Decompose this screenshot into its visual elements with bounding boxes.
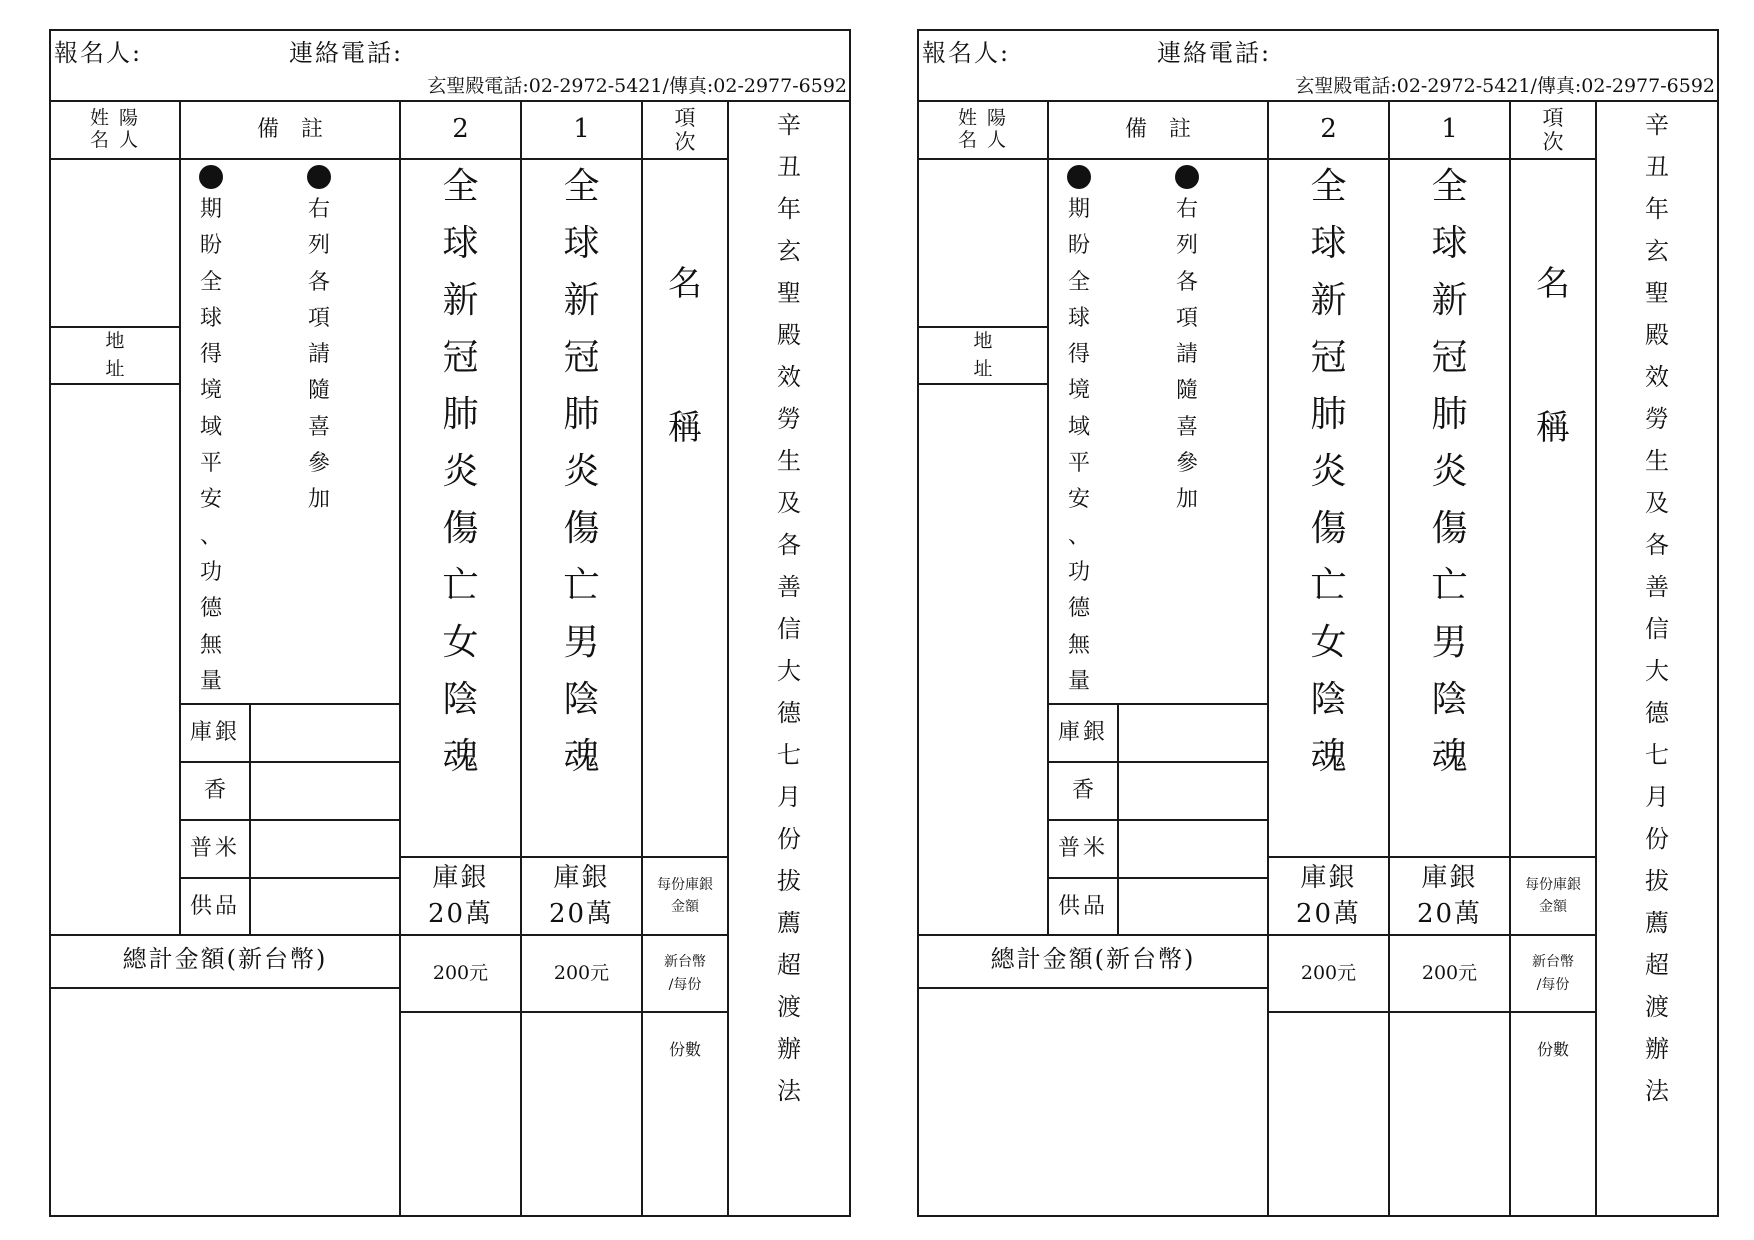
vertical-char: 女: [442, 622, 479, 663]
remarks-note-right-text: [1176, 199, 1198, 526]
vertical-char: 功: [1067, 559, 1090, 585]
vertical-char: 傷: [1431, 508, 1468, 549]
vertical-char: 月: [777, 783, 801, 811]
vertical-char: 球: [563, 223, 600, 264]
vertical-char: 參: [307, 451, 330, 477]
vertical-char: 境: [1067, 378, 1090, 404]
address-label-line-1: 地: [105, 329, 125, 352]
vertical-char: 魂: [563, 736, 600, 777]
col1-kuyin-label: 庫銀: [1421, 862, 1478, 893]
vertical-char: 量: [199, 668, 222, 694]
vertical-char: 亡: [1431, 565, 1468, 606]
name-header-line-2: 名 人: [957, 129, 1009, 151]
vertical-char: 參: [1175, 451, 1198, 477]
col2-header: 2: [1320, 114, 1337, 145]
phone-label: 連絡電話:: [289, 39, 404, 67]
vertical-char: 善: [1645, 573, 1669, 601]
vertical-char: 傷: [1310, 508, 1347, 549]
vertical-char: 列: [307, 233, 330, 259]
vertical-char: 新: [563, 280, 600, 321]
vertical-char: 玄: [1645, 237, 1669, 265]
vertical-char: 平: [1067, 451, 1090, 477]
vertical-char: 德: [777, 699, 801, 727]
vertical-char: 全: [1067, 269, 1090, 295]
vertical-char: 項: [1175, 305, 1198, 331]
registration-form: [49, 29, 851, 1217]
vertical-char: 項: [307, 305, 330, 331]
vertical-char: 辦: [1645, 1035, 1669, 1063]
form-title-vertical-text: [1645, 113, 1669, 1121]
vertical-char: 炎: [1310, 451, 1347, 492]
col2-kuyin: [1269, 858, 1388, 934]
column-header-rule: [49, 158, 727, 160]
total-label: 總計金額(新台幣): [990, 945, 1196, 973]
vertical-char: 請: [307, 342, 330, 368]
col2-kuyin-amount: 20萬: [1295, 899, 1362, 929]
vertical-char: 肺: [442, 394, 479, 435]
name-label-bottom: 稱: [1536, 408, 1570, 448]
offering-kuyin: 庫銀: [189, 720, 240, 746]
vertical-char: 聖: [1645, 279, 1669, 307]
vertical-char: 大: [1645, 657, 1669, 685]
kuyin-label: [643, 858, 727, 934]
remarks-note-left-text: [200, 199, 222, 707]
vertical-char: 得: [1067, 342, 1090, 368]
vertical-char: 效: [1645, 363, 1669, 391]
quantity-label: 份數: [1536, 1039, 1569, 1059]
col1-kuyin-label: 庫銀: [553, 862, 610, 893]
name-label-top: 名: [1536, 264, 1570, 304]
vertical-char: 加: [1175, 487, 1198, 513]
applicant-label: 報名人:: [54, 39, 143, 67]
vertical-char: 魂: [1310, 736, 1347, 777]
vertical-char: 年: [1645, 195, 1669, 223]
name-header: [919, 102, 1047, 158]
col1-kuyin-amount: 20萬: [1416, 899, 1483, 929]
vertical-char: 域: [1067, 414, 1090, 440]
vertical-char: 隨: [1175, 378, 1198, 404]
vertical-char: 球: [1310, 223, 1347, 264]
vertical-char: 亡: [563, 565, 600, 606]
col1-entry-name-text: [563, 166, 600, 796]
vertical-char: 各: [1175, 269, 1198, 295]
vertical-char: 魂: [442, 736, 479, 777]
vertical-char: 球: [442, 223, 479, 264]
vertical-char: 喜: [1175, 414, 1198, 440]
vertical-char: 德: [1645, 699, 1669, 727]
address-label-line-1: 地: [973, 329, 993, 352]
vertical-char: 傷: [563, 508, 600, 549]
vertical-char: 薦: [1645, 909, 1669, 937]
col2-entry-name: [1269, 166, 1388, 796]
vertical-char: 加: [307, 487, 330, 513]
address-bottom-rule: [49, 383, 179, 385]
vertical-char: 拔: [1645, 867, 1669, 895]
vertical-char: 新: [1310, 280, 1347, 321]
vertical-char: 無: [1067, 632, 1090, 658]
col2-entry-name-text: [442, 166, 479, 796]
vertical-char: 肺: [1310, 394, 1347, 435]
vertical-char: 辦: [777, 1035, 801, 1063]
vertical-char: 各: [307, 269, 330, 295]
name-header-line-1: 姓 陽: [957, 107, 1009, 130]
col1-kuyin: [522, 858, 641, 934]
remarks-note-left-text: [1068, 199, 1090, 707]
vertical-char: 丑: [1645, 153, 1669, 181]
vertical-char: 各: [777, 531, 801, 559]
kuyin-label-line-1: 每份庫銀: [1525, 876, 1581, 893]
remarks-note-right-text: [308, 199, 330, 526]
item-header-line-2: 次: [1542, 130, 1564, 154]
vertical-char: 冠: [563, 337, 600, 378]
vertical-char: 及: [777, 489, 801, 517]
vertical-char: 生: [777, 447, 801, 475]
total-label: 總計金額(新台幣): [122, 945, 328, 973]
total-value-rule: [49, 987, 399, 989]
address-label: [919, 328, 1047, 383]
vertical-char: 盼: [1067, 233, 1090, 259]
address-label-line-2: 址: [973, 357, 993, 380]
vertical-char: 喜: [307, 414, 330, 440]
bullet-icon: [1067, 165, 1091, 189]
item-header: [1511, 102, 1595, 158]
vertical-char: 全: [1310, 166, 1347, 207]
offering-kuyin: 庫銀: [1057, 720, 1108, 746]
vertical-char: 勞: [777, 405, 801, 433]
col2-kuyin-amount: 20萬: [427, 899, 494, 929]
remarks-note-right: [299, 165, 339, 526]
column-header-rule: [917, 158, 1595, 160]
vertical-char: 七: [1645, 741, 1669, 769]
vertical-char: 隨: [307, 378, 330, 404]
vertical-char: 女: [1310, 622, 1347, 663]
kuyin-label: [1511, 858, 1595, 934]
vertical-char: 陰: [442, 679, 479, 720]
vertical-char: 冠: [442, 337, 479, 378]
col2-price: 200元: [1300, 961, 1357, 984]
form-title-vertical: [1597, 113, 1717, 1121]
vertical-char: 全: [199, 269, 222, 295]
vertical-char: 法: [1645, 1077, 1669, 1105]
vertical-char: 陰: [563, 679, 600, 720]
vertical-char: 殿: [777, 321, 801, 349]
vertical-char: 聖: [777, 279, 801, 307]
offering-label-rule: [249, 703, 251, 934]
vertical-char: 右: [1175, 197, 1198, 222]
vertical-char: 全: [1431, 166, 1468, 207]
quantity-label: 份數: [668, 1039, 701, 1059]
vertical-char: 渡: [777, 993, 801, 1021]
offering-incense: 香: [203, 778, 226, 804]
vertical-char: 及: [1645, 489, 1669, 517]
vertical-char: 七: [777, 741, 801, 769]
offering-rice: 普米: [1057, 836, 1108, 862]
phone-label: 連絡電話:: [1157, 39, 1272, 67]
price-label-line-2: /每份: [668, 976, 702, 993]
vertical-char: 肺: [1431, 394, 1468, 435]
col1-price: 200元: [1421, 961, 1478, 984]
offering-goods: 供品: [189, 893, 240, 919]
vertical-char: 月: [1645, 783, 1669, 811]
vertical-char: 、: [199, 523, 222, 549]
col2-kuyin-label: 庫銀: [1300, 862, 1357, 893]
col1-price: 200元: [553, 961, 610, 984]
vertical-char: 全: [563, 166, 600, 207]
address-label: [51, 328, 179, 383]
vertical-char: 殿: [1645, 321, 1669, 349]
form-title-vertical: [729, 113, 849, 1121]
vertical-char: 各: [1645, 531, 1669, 559]
vertical-char: 肺: [563, 394, 600, 435]
offering-label-rule: [1117, 703, 1119, 934]
vertical-char: 右: [307, 197, 330, 222]
remarks-header: 備 註: [256, 117, 323, 143]
remarks-header: 備 註: [1124, 117, 1191, 143]
vertical-char: 域: [199, 414, 222, 440]
total-value-rule: [917, 987, 1267, 989]
vertical-char: 生: [1645, 447, 1669, 475]
vertical-char: 薦: [777, 909, 801, 937]
kuyin-label-line-2: 金額: [671, 899, 699, 915]
vertical-char: 新: [442, 280, 479, 321]
vertical-char: 冠: [1310, 337, 1347, 378]
vertical-char: 球: [1067, 305, 1090, 331]
vertical-char: 平: [199, 451, 222, 477]
registration-form: [917, 29, 1719, 1217]
vertical-char: 無: [199, 632, 222, 658]
bullet-icon: [307, 165, 331, 189]
vertical-char: 炎: [563, 451, 600, 492]
vertical-char: 玄: [777, 237, 801, 265]
vertical-char: 勞: [1645, 405, 1669, 433]
bullet-icon: [199, 165, 223, 189]
item-header: [643, 102, 727, 158]
vertical-char: 善: [777, 573, 801, 601]
vertical-char: 亡: [442, 565, 479, 606]
vertical-char: 效: [777, 363, 801, 391]
col1-kuyin: [1390, 858, 1509, 934]
bullet-icon: [1175, 165, 1199, 189]
vertical-char: 陰: [1431, 679, 1468, 720]
offering-rice: 普米: [189, 836, 240, 862]
col2-entry-name: [401, 166, 520, 796]
vertical-char: 球: [199, 305, 222, 331]
temple-contact: 玄聖殿電話:02-2972-5421/傳真:02-2977-6592: [427, 75, 847, 97]
vertical-char: 德: [199, 596, 222, 622]
col2-kuyin: [401, 858, 520, 934]
price-label-line-1: 新台幣: [664, 954, 706, 971]
name-header-line-2: 名 人: [89, 129, 141, 151]
vertical-char: 請: [1175, 342, 1198, 368]
kuyin-label-line-1: 每份庫銀: [657, 876, 713, 893]
vertical-char: 安: [1067, 487, 1090, 513]
vertical-char: 辛: [1645, 111, 1669, 139]
applicant-label: 報名人:: [922, 39, 1011, 67]
vertical-char: 功: [199, 559, 222, 585]
vertical-char: 全: [442, 166, 479, 207]
vertical-char: 份: [777, 825, 801, 853]
vertical-char: 法: [777, 1077, 801, 1105]
item-header-line-2: 次: [674, 130, 696, 154]
vertical-char: 安: [199, 487, 222, 513]
offering-goods: 供品: [1057, 893, 1108, 919]
col1-entry-name: [522, 166, 641, 796]
name-label-top: 名: [668, 264, 702, 304]
vertical-char: 期: [1067, 197, 1090, 222]
vertical-char: 魂: [1431, 736, 1468, 777]
price-label-line-2: /每份: [1536, 976, 1570, 993]
col2-header: 2: [452, 114, 469, 145]
vertical-char: 辛: [777, 111, 801, 139]
vertical-char: 亡: [1310, 565, 1347, 606]
col2-price: 200元: [432, 961, 489, 984]
col1-entry-name-text: [1431, 166, 1468, 796]
vertical-char: 新: [1431, 280, 1468, 321]
vertical-char: 球: [1431, 223, 1468, 264]
vertical-char: 、: [1067, 523, 1090, 549]
remarks-note-left: [1059, 165, 1099, 707]
vertical-char: 列: [1175, 233, 1198, 259]
vertical-char: 得: [199, 342, 222, 368]
vertical-char: 炎: [442, 451, 479, 492]
price-label: [1511, 936, 1595, 1011]
vertical-char: 超: [777, 951, 801, 979]
item-header-line-1: 項: [1542, 105, 1564, 130]
name-header-line-1: 姓 陽: [89, 107, 141, 130]
name-header: [51, 102, 179, 158]
price-label: [643, 936, 727, 1011]
remarks-note-right: [1167, 165, 1207, 526]
vertical-char: 男: [1431, 622, 1468, 663]
col1-kuyin-amount: 20萬: [548, 899, 615, 929]
vertical-char: 拔: [777, 867, 801, 895]
address-label-line-2: 址: [105, 357, 125, 380]
vertical-char: 信: [777, 615, 801, 643]
vertical-char: 渡: [1645, 993, 1669, 1021]
kuyin-label-line-2: 金額: [1539, 899, 1567, 915]
vertical-char: 傷: [442, 508, 479, 549]
offering-incense: 香: [1071, 778, 1094, 804]
col2-entry-name-text: [1310, 166, 1347, 796]
price-label-line-1: 新台幣: [1532, 954, 1574, 971]
vertical-char: 信: [1645, 615, 1669, 643]
vertical-char: 陰: [1310, 679, 1347, 720]
vertical-char: 量: [1067, 668, 1090, 694]
temple-contact: 玄聖殿電話:02-2972-5421/傳真:02-2977-6592: [1295, 75, 1715, 97]
vertical-char: 份: [1645, 825, 1669, 853]
vertical-char: 盼: [199, 233, 222, 259]
vertical-char: 冠: [1431, 337, 1468, 378]
form-title-vertical-text: [777, 113, 801, 1121]
vertical-char: 丑: [777, 153, 801, 181]
name-label-bottom: 稱: [668, 408, 702, 448]
col1-header: 1: [1441, 114, 1458, 145]
vertical-char: 年: [777, 195, 801, 223]
vertical-char: 男: [563, 622, 600, 663]
vertical-char: 德: [1067, 596, 1090, 622]
vertical-char: 超: [1645, 951, 1669, 979]
col2-kuyin-label: 庫銀: [432, 862, 489, 893]
remarks-note-left: [191, 165, 231, 707]
col1-entry-name: [1390, 166, 1509, 796]
vertical-char: 大: [777, 657, 801, 685]
vertical-char: 炎: [1431, 451, 1468, 492]
vertical-char: 期: [199, 197, 222, 222]
col1-header: 1: [573, 114, 590, 145]
address-bottom-rule: [917, 383, 1047, 385]
item-header-line-1: 項: [674, 105, 696, 130]
vertical-char: 境: [199, 378, 222, 404]
